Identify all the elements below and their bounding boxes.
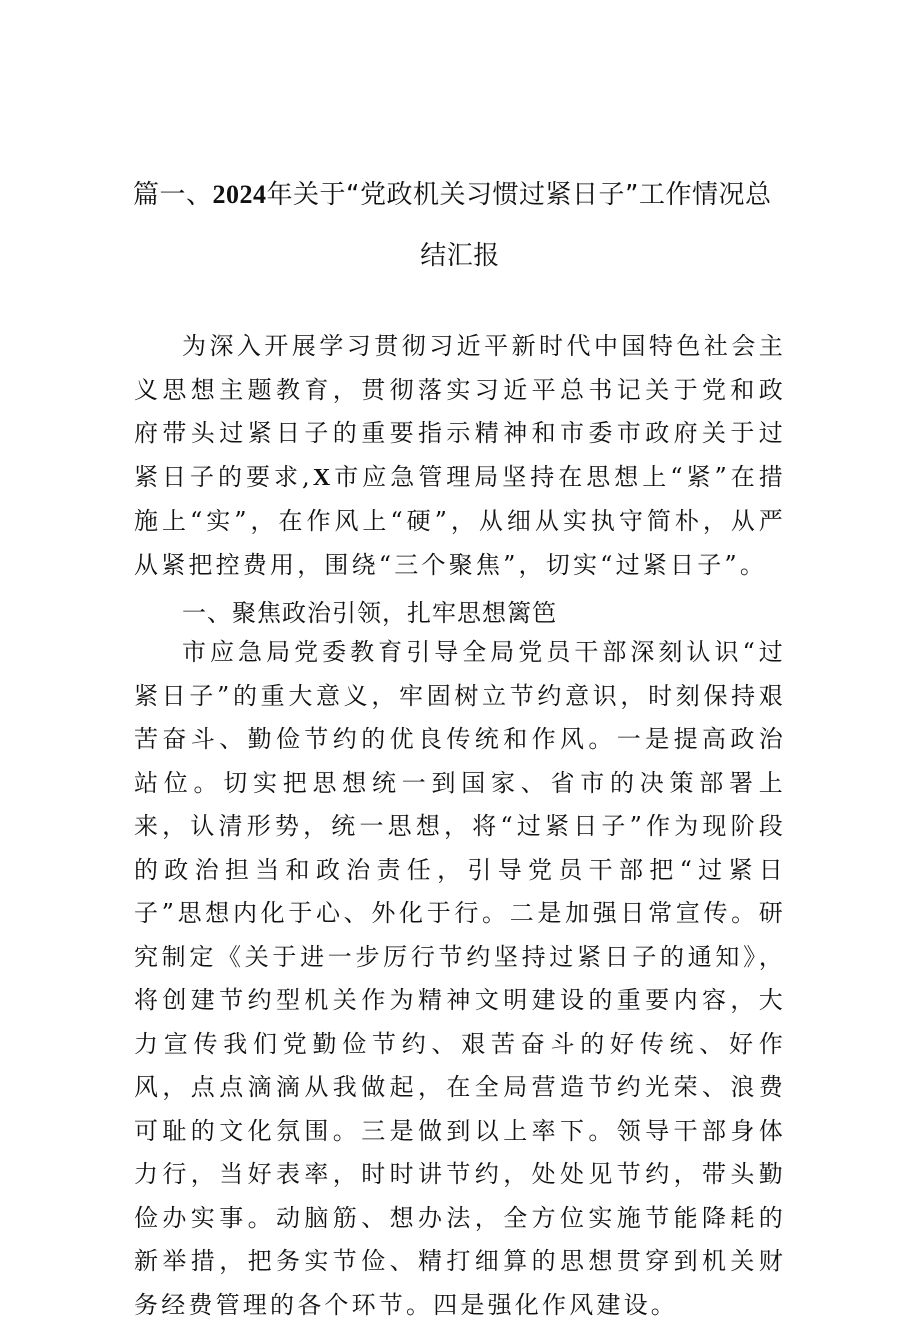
document-title-line-1	[133, 174, 771, 211]
section-1-paragraph-text: 市应急局党委教育引导全局党员干部深刻认识“过紧日子”的重大意义，牢固树立节约意识，时刻保持艰苦奋斗、勤俭节约的优良传统和作风。一是提高政治站位。切实把思想统一到国家、省市的决策部署上来，认清形势，统一思想，将“过紧日子”作为现阶段的政治担当和政治责任，引导党员干部把“过紧日子”思想内化于心、外化于行。二是加强日常宣传。研究制定《关于进一步厉行节约坚持过紧日子的通知》，将创建节约型机关作为精神文明建设的重要内容，大力宣传我们党勤俭节约、艰苦奋斗的好传统、好作风，点点滴滴从我做起，在全局营造节约光荣、浪费可耻的文化氛围。三是做到以上率下。领导干部身体力行，当好表率，时时讲节约，处处见节约，带头勤俭办实事。动脑筋、想办法，全方位实施节能降耗的新举措，把务实节俭、精打细算的思想贯穿到机关财务经费管理的各个环节。四是强化作风建设。	[134, 638, 786, 1319]
intro-paragraph-text	[134, 325, 786, 587]
intro-paragraph	[134, 325, 786, 587]
document-title-line-2: 结汇报	[420, 241, 500, 271]
intro-text-part-1: 为深入开展学习贯彻习近平新时代中国特色社会主义思想主题教育，贯彻落实习近平总书记关于党和政府带头过紧日子的重要指示精神和市委市政府关于过紧日子的要求,	[134, 332, 786, 491]
intro-text-x: X	[312, 464, 334, 491]
title-year: 2024	[212, 180, 267, 209]
title-suffix: 年关于“党政机关习惯过紧日子”工作情况总	[266, 180, 772, 210]
section-1-heading: 一、聚焦政治引领，扎牢思想篱笆	[182, 599, 557, 627]
title-prefix: 篇一、	[133, 180, 213, 210]
intro-text-part-2: 市应急管理局坚持在思想上“紧”在措施上“实”，在作风上“硬”，从细从实执守简朴，从严从紧把控费用，围绕“三个聚焦”，切实“过紧日子”。	[134, 462, 786, 579]
section-1-paragraph	[134, 631, 786, 1327]
